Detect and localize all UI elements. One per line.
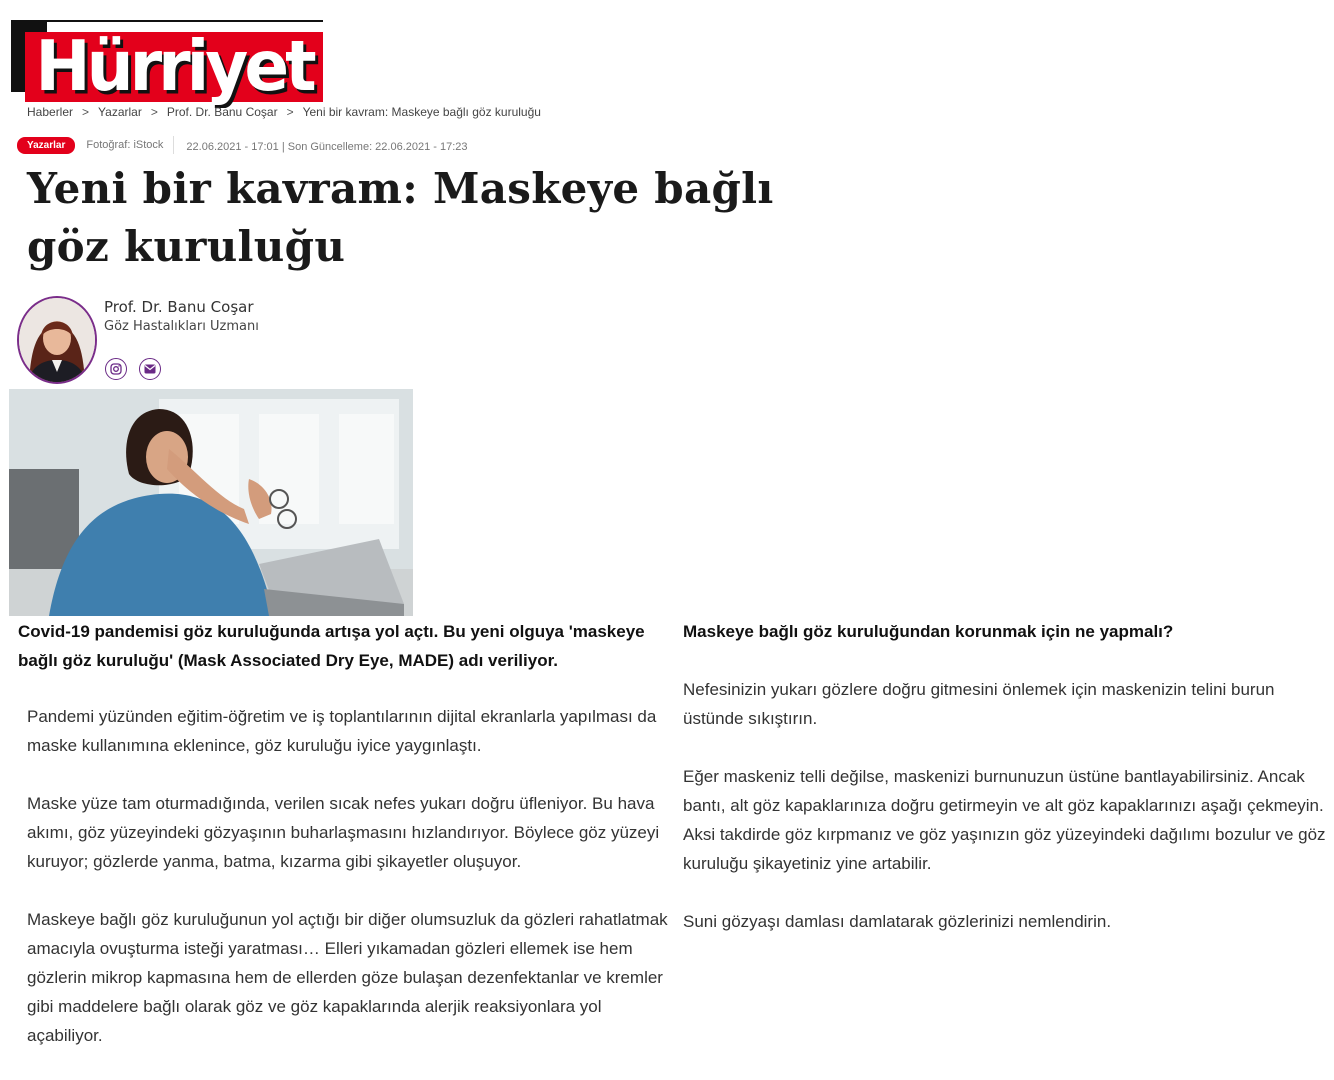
tip-paragraph: Suni gözyaşı damlası damlatarak gözlerinizi nemlendirin. (683, 912, 1112, 931)
author-role: Göz Hastalıkları Uzmanı (104, 319, 259, 334)
tip-paragraph: Eğer maskeniz telli değilse, maskenizi burnunuzun üstüne bantlayabilirsiniz. Ancak bantı, alt göz kapaklarınıza doğru getirmeyin ve alt göz kapaklarınızı aşağı çekmeyin. Aksi takdirde göz kırpmanız ve göz yaşınızın göz yüzeyindeki dağılımı bozulur ve göz kuruluğu şikayetiniz yine artabilir. (683, 767, 1326, 873)
breadcrumb-separator: > (286, 105, 294, 119)
logo-text: Hürriyet (35, 26, 313, 107)
breadcrumb-separator: > (82, 105, 90, 119)
publish-date: 22.06.2021 - 17:01 | Son Güncelleme: 22.06.2021 - 17:23 (186, 141, 468, 153)
author-name[interactable]: Prof. Dr. Banu Coşar (104, 298, 254, 316)
instagram-icon[interactable] (105, 358, 127, 380)
tip-paragraph: Nefesinizin yukarı gözlere doğru gitmesini önlemek için maskenizin telini burun üstünde sıkıştırın. (683, 680, 1275, 728)
author-avatar[interactable] (17, 296, 97, 384)
article-meta (17, 136, 468, 154)
article-paragraph: Pandemi yüzünden eğitim-öğretim ve iş toplantılarının dijital ekranlarla yapılması da maske kullanımına eklenince, göz kuruluğu iyice yaygınlaştı. (27, 707, 657, 755)
category-badge[interactable]: Yazarlar (17, 137, 75, 154)
logo-box (25, 26, 323, 107)
article-subheading: Maskeye bağlı göz kuruluğundan korunmak için ne yapmalı? (683, 622, 1174, 641)
article-lead: Covid-19 pandemisi göz kuruluğunda artışa yol açtı. Bu yeni olguya 'maskeye bağlı göz kuruluğu' (Mask Associated Dry Eye, MADE) adı veriliyor. (18, 622, 645, 670)
woman-rubbing-eyes-photo (9, 389, 413, 616)
article-paragraph: Maske yüze tam oturmadığında, verilen sıcak nefes yukarı doğru üfleniyor. Bu hava akımı, göz yüzeyindeki gözyaşının buharlaşmasını hızlandırıyor. Böylece göz yüzeyi kuruyor; gözlerde yanma, batma, kızarma gibi şikayetler oluşuyor. (27, 794, 660, 871)
article-photo (9, 389, 413, 616)
breadcrumb-item-yazarlar[interactable]: Yazarlar (98, 105, 142, 119)
breadcrumb (27, 105, 541, 119)
email-icon[interactable] (139, 358, 161, 380)
breadcrumb-item-haberler[interactable]: Haberler (27, 105, 74, 119)
breadcrumb-item-current: Yeni bir kavram: Maskeye bağlı göz kuruluğu (302, 105, 541, 119)
article-body-right (683, 617, 1334, 965)
article-title: Yeni bir kavram: Maskeye bağlı göz kuruluğu (27, 164, 774, 271)
logo-top-line (11, 20, 323, 22)
breadcrumb-separator: > (150, 105, 158, 119)
breadcrumb-item-author[interactable]: Prof. Dr. Banu Coşar (166, 105, 278, 119)
article-paragraph: Maskeye bağlı göz kuruluğunun yol açtığı bir diğer olumsuzluk da gözleri rahatlatmak amacıyla ovuşturma isteği yaratması… Elleri yıkamadan gözleri ellemek ise hem gözlerin mikrop kapmasına hem de ellerden göze bulaşan dezenfektanlar ve kremler gibi maddelere bağlı olarak göz ve göz kapaklarında alerjik reaksiyonlara yol açabiliyor. (27, 910, 668, 1045)
article-body-left (27, 702, 677, 1079)
photo-credit: Fotoğraf: iStock (86, 139, 164, 151)
meta-divider (173, 136, 174, 154)
author-portrait (19, 298, 95, 382)
site-logo[interactable] (11, 20, 323, 107)
